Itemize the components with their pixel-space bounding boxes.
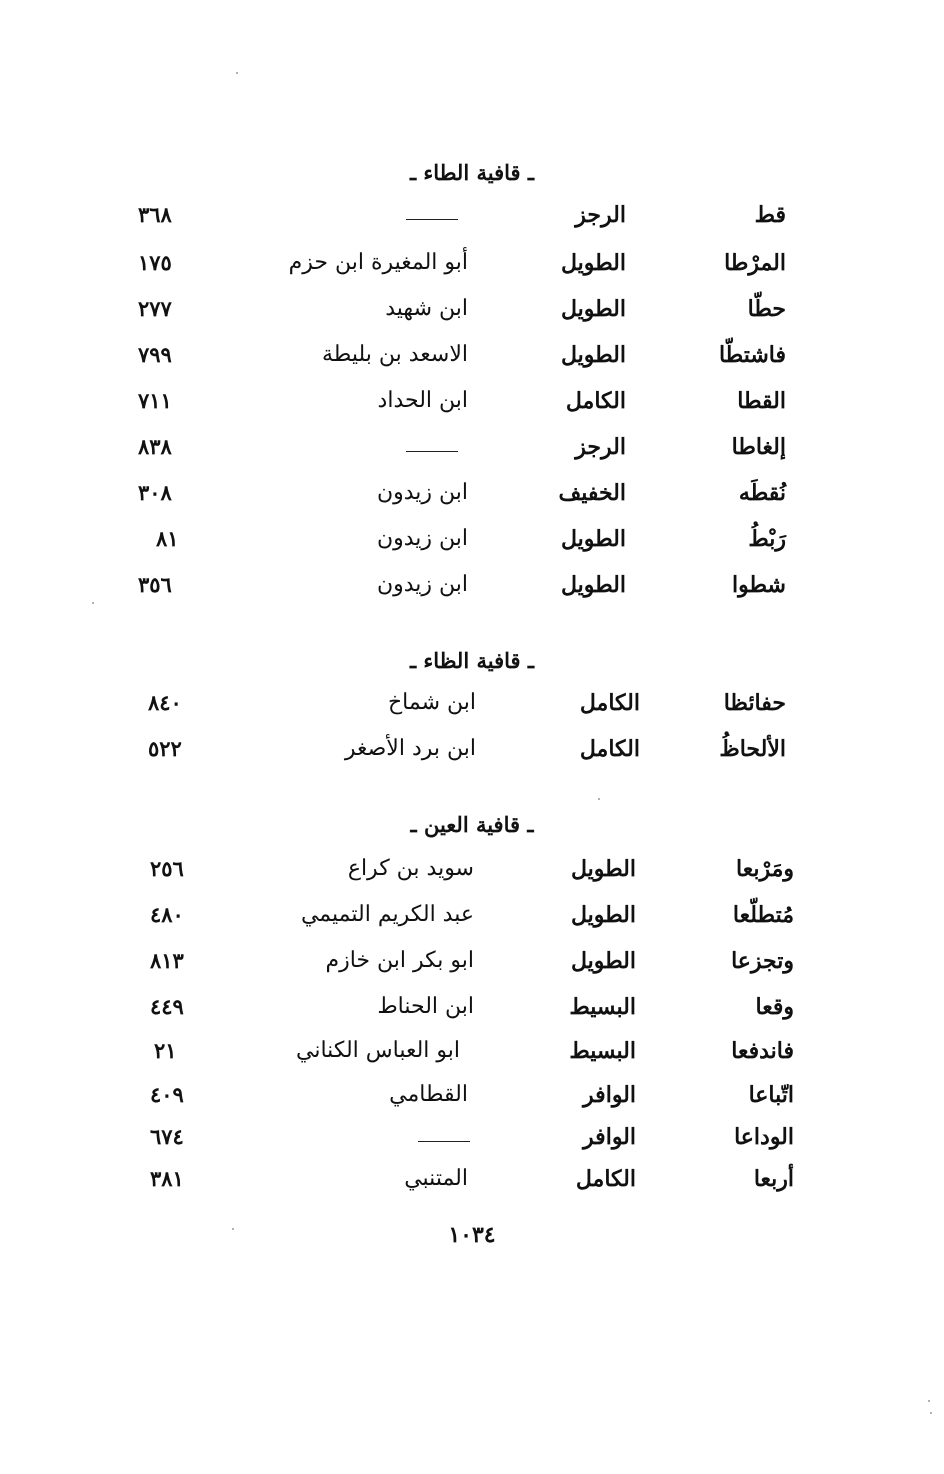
page-reference: ٧١١	[138, 388, 172, 413]
scan-speck	[92, 602, 94, 604]
page-reference: ٤٠٩	[150, 1082, 184, 1107]
scan-speck	[232, 1228, 234, 1230]
page-reference: ٣٦٨	[138, 202, 172, 227]
table-row	[0, 1124, 944, 1164]
table-row	[0, 994, 944, 1034]
poet-name: الاسعد بن بليطة	[322, 342, 468, 367]
poetic-meter: الوافر	[583, 1124, 636, 1150]
poetic-meter: الرجز	[575, 202, 626, 228]
table-row	[0, 480, 944, 520]
poetic-meter: الوافر	[583, 1082, 636, 1108]
poet-name: المتنبي	[404, 1166, 468, 1191]
poet-name: ابن شهيد	[385, 296, 468, 321]
page-reference: ٣٠٨	[138, 480, 172, 505]
rhyme-word: ومَرْبعا	[736, 856, 794, 882]
poet-name: سويد بن كراع	[347, 856, 474, 881]
rhyme-word: أربعا	[753, 1166, 794, 1192]
poetic-meter: الطويل	[560, 250, 626, 276]
poetic-meter: الكامل	[575, 1166, 636, 1192]
poetic-meter: البسيط	[569, 1038, 636, 1064]
table-row	[0, 572, 944, 612]
poetic-meter: الطويل	[560, 296, 626, 322]
poetic-meter: الطويل	[570, 948, 636, 974]
table-row	[0, 1166, 944, 1206]
poet-name: ابو بكر ابن خازم	[325, 948, 474, 973]
poetic-meter: الطويل	[570, 856, 636, 882]
scan-speck	[930, 1412, 932, 1414]
page-reference: ٢٥٦	[150, 856, 184, 881]
poet-name: ابن زيدون	[376, 480, 468, 505]
rhyme-word: حفائظا	[723, 690, 786, 716]
rhyme-word: فاشتطّا	[718, 342, 786, 368]
page-reference: ٧٩٩	[138, 342, 172, 367]
poetic-meter: الطويل	[560, 342, 626, 368]
poetic-meter: الطويل	[570, 902, 636, 928]
poet-blank-dash	[406, 434, 458, 459]
rhyme-word: اتّباعا	[748, 1082, 794, 1108]
table-row	[0, 1038, 944, 1078]
poet-name: ابن زيدون	[376, 526, 468, 551]
rhyme-word: قط	[754, 202, 786, 228]
table-row	[0, 202, 944, 242]
poetic-meter: البسيط	[569, 994, 636, 1020]
scan-speck	[598, 798, 600, 800]
poet-name: ابن برد الأصغر	[344, 736, 476, 761]
poetic-meter: الكامل	[579, 736, 640, 762]
page-reference: ٦٧٤	[150, 1124, 184, 1149]
poet-name: ابو العباس الكناني	[296, 1038, 460, 1063]
table-row	[0, 526, 944, 566]
poetic-meter: الخفيف	[558, 480, 626, 506]
page-reference: ١٧٥	[138, 250, 172, 275]
table-row	[0, 736, 944, 776]
rhyme-word: القطا	[737, 388, 786, 414]
poet-name: عبد الكريم التميمي	[300, 902, 474, 927]
poet-name: القطامي	[389, 1082, 468, 1107]
table-row	[0, 948, 944, 988]
rhyme-word: رَبْطُ	[748, 526, 786, 552]
poet-name: أبو المغيرة ابن حزم	[288, 250, 468, 275]
poetic-meter: الكامل	[565, 388, 626, 414]
page-reference: ٨٤٠	[148, 690, 182, 715]
table-row	[0, 434, 944, 474]
rhyme-word: حطّا	[747, 296, 786, 322]
table-row	[0, 690, 944, 730]
page-reference: ٤٤٩	[150, 994, 184, 1019]
poet-name: ابن زيدون	[376, 572, 468, 597]
table-row	[0, 250, 944, 290]
table-row	[0, 296, 944, 336]
poet-blank-dash	[406, 202, 458, 227]
section-heading-zaa: ـ قافية الظاء ـ	[409, 648, 535, 673]
scan-speck	[928, 1400, 930, 1402]
rhyme-word: إلغاطا	[731, 434, 786, 460]
page-reference: ٨١	[156, 526, 179, 551]
rhyme-word: الوداعا	[734, 1124, 794, 1150]
poet-name: ابن شماخ	[387, 690, 476, 715]
page-reference: ٢٧٧	[138, 296, 172, 321]
poetic-meter: الطويل	[560, 572, 626, 598]
scan-speck	[236, 72, 238, 74]
poet-blank-dash	[418, 1124, 470, 1149]
rhyme-word: وتجزعا	[731, 948, 794, 974]
page-reference: ٨١٣	[150, 948, 184, 973]
page-reference: ٥٢٢	[148, 736, 182, 761]
table-row	[0, 388, 944, 428]
poet-name: ابن الحداد	[377, 388, 468, 413]
page-number: ١٠٣٤	[448, 1222, 496, 1248]
poetic-meter: الطويل	[560, 526, 626, 552]
table-row	[0, 1082, 944, 1122]
rhyme-word: مُتطلّعا	[732, 902, 794, 928]
poetic-meter: الكامل	[579, 690, 640, 716]
rhyme-word: المرْطا	[724, 250, 786, 276]
rhyme-word: فاندفعا	[731, 1038, 794, 1064]
page-reference: ٣٨١	[150, 1166, 184, 1191]
rhyme-word: نُقطَه	[738, 480, 786, 506]
page-reference: ٢١	[154, 1038, 177, 1063]
section-heading-ain: ـ قافية العين ـ	[410, 812, 534, 837]
rhyme-word: شطوا	[732, 572, 786, 598]
table-row	[0, 856, 944, 896]
page-reference: ٨٣٨	[138, 434, 172, 459]
rhyme-word: وقعا	[755, 994, 794, 1020]
table-row	[0, 902, 944, 942]
section-heading-taa: ـ قافية الطاء ـ	[409, 160, 535, 185]
poet-name: ابن الحناط	[377, 994, 474, 1019]
page-reference: ٤٨٠	[150, 902, 184, 927]
poetic-meter: الرجز	[575, 434, 626, 460]
table-row	[0, 342, 944, 382]
page-reference: ٣٥٦	[138, 572, 172, 597]
rhyme-word: الألحاظُ	[719, 736, 786, 762]
